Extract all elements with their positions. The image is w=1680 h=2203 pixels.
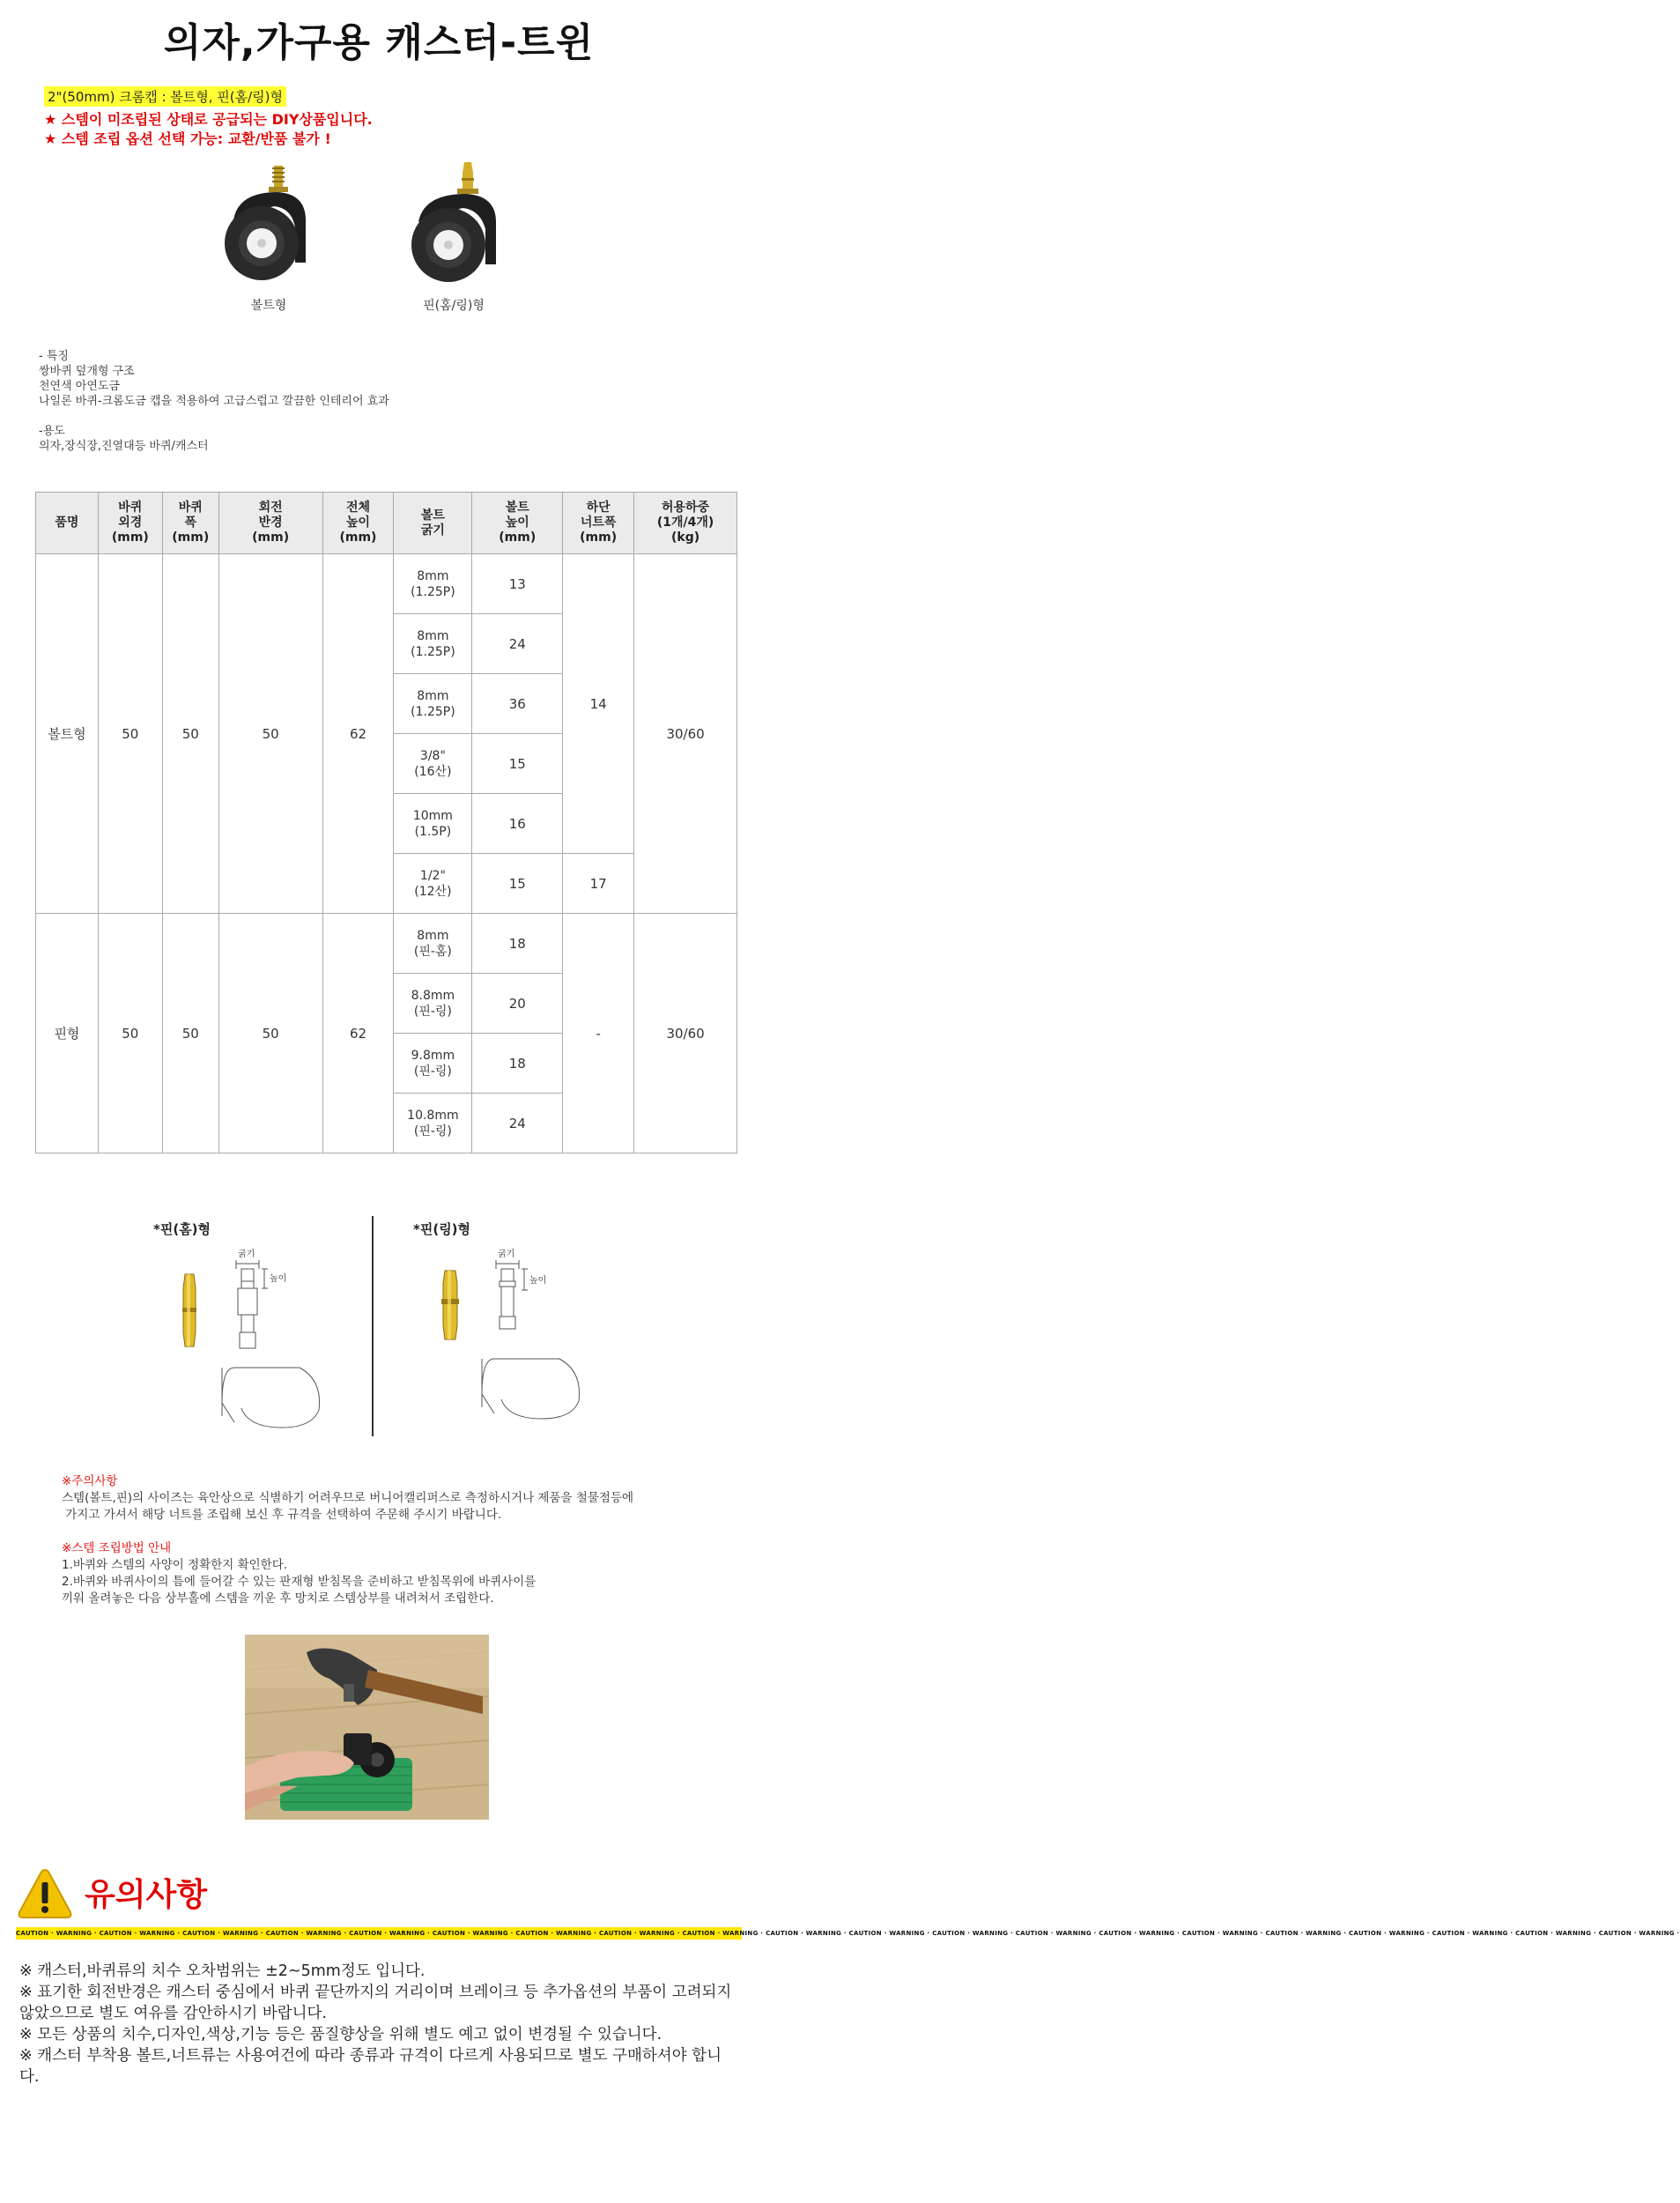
caution-tape: CAUTION · WARNING · CAUTION · WARNING · CAUTION · WARNING · CAUTION · WARNING · CAUTION · WARNING · CAUTION · WARNING · CAUTION · WARNING · CAUTION · WARNING · CAUTION · WARNING · CAUTION · WARNING · CAUTION · WARNING · CAUTION · WARNING · CAUTION · WARNING · CAUTION · WARNING · CAUTION · WARNING · CAUTION · WARNING · CAUTION · WARNING · CAUTION · WARNING · CAUTION · WARNING · CAUTION · WARNING · xyxy=(16,1927,742,1940)
assembly-line: 끼워 올려놓은 다음 상부홀에 스템을 끼운 후 망치로 스템상부를 내려쳐서 조립한다. xyxy=(62,1591,494,1606)
pin-diagrams xyxy=(0,1207,758,1445)
cell-width: 50 xyxy=(162,554,218,914)
notice-spacer xyxy=(62,1524,633,1540)
pin-groove-title: *핀(홈)형 xyxy=(153,1221,211,1237)
cell-bolt-height: 36 xyxy=(472,674,563,734)
page-title: 의자,가구용 캐스터-트윈 xyxy=(163,20,595,65)
caution-title: 유의사항 xyxy=(85,1877,208,1913)
cell-load: 30/60 xyxy=(634,914,737,1153)
diy-notice: ★ 스템이 미조립된 상태로 공급되는 DIY상품입니다. xyxy=(44,111,373,128)
notice-line: 스템(볼트,핀)의 사이즈는 육안상으로 식별하기 어려우므로 버니어캘리퍼스로 측정하시거나 제품을 철물점등에 xyxy=(62,1491,634,1505)
cell-bolt-height: 13 xyxy=(472,554,563,614)
cell-bolt-height: 15 xyxy=(472,734,563,794)
caution-item: ※ 표기한 회전반경은 캐스터 중심에서 바퀴 끝단까지의 거리이며 브레이크 등 추가옵션의 부품이 고려되지 않았으므로 별도 여유를 감안하시기 바랍니다. xyxy=(19,1984,732,2022)
caution-list xyxy=(19,1961,737,2088)
cell-outer: 50 xyxy=(98,914,162,1153)
cell-bolt-height: 24 xyxy=(472,1094,563,1153)
cell-bolt-height: 16 xyxy=(472,794,563,854)
bolt-caster-label: 볼트형 xyxy=(250,299,287,313)
assembly-line: 1.바퀴와 스템의 사양이 정확한지 확인한다. xyxy=(62,1558,288,1572)
assembly-title: ※스템 조립방법 안내 xyxy=(62,1541,172,1555)
pin-ring-diagram xyxy=(410,1220,639,1431)
header-name: 품명 xyxy=(36,493,99,554)
caution-item: ※ 모든 상품의 치수,디자인,색상,기능 등은 품질향상을 위해 별도 예고 없이 변경될 수 있습니다. xyxy=(19,2026,662,2044)
caution-item: ※ 캐스터,바퀴류의 치수 오차범위는 ±2~5mm정도 입니다. xyxy=(19,1962,426,1980)
pin-ring-title: *핀(링)형 xyxy=(413,1221,471,1237)
cell-outer: 50 xyxy=(98,554,162,914)
cell-bolt-thick: 9.8mm (핀-링) xyxy=(394,1034,472,1094)
height-label: 높이 xyxy=(270,1274,287,1284)
caution-item: ※ 캐스터 부착용 볼트,너트류는 사용여건에 따라 종류과 규격이 다르게 사용되므로 별도 구매하셔야 합니다. xyxy=(19,2047,722,2086)
spec-highlight: 2"(50mm) 크롬캡 : 볼트형, 핀(홈/링)형 xyxy=(44,86,286,107)
cell-width: 50 xyxy=(162,914,218,1153)
table-row xyxy=(36,554,737,614)
header-bolt-height: 볼트 높이 (mm) xyxy=(472,493,563,554)
feature-spacer xyxy=(39,409,389,424)
cell-bolt-thick: 8mm (1.25P) xyxy=(394,614,472,674)
pin-groove-diagram xyxy=(150,1220,379,1431)
assembly-option-notice: ★ 스템 조립 옵션 선택 가능: 교환/반품 불가 ! xyxy=(44,130,331,147)
cell-bolt-thick: 8mm (핀-홈) xyxy=(394,914,472,974)
cell-nut: - xyxy=(563,914,634,1153)
cell-name: 볼트형 xyxy=(36,554,99,914)
pin-ring-icon xyxy=(410,1235,612,1429)
cell-bolt-thick: 10mm (1.5P) xyxy=(394,794,472,854)
thick-label: 굵기 xyxy=(238,1250,255,1259)
cell-bolt-thick: 8.8mm (핀-링) xyxy=(394,974,472,1034)
spec-table xyxy=(35,492,737,1153)
cell-bolt-thick: 8mm (1.25P) xyxy=(394,554,472,614)
table-header-row xyxy=(36,493,737,554)
cell-bolt-height: 15 xyxy=(472,854,563,914)
header-bolt-thick: 볼트 굵기 xyxy=(394,493,472,554)
header-load: 허용하중 (1개/4개) (kg) xyxy=(634,493,737,554)
cell-bolt-height: 20 xyxy=(472,974,563,1034)
pin-caster-icon xyxy=(392,159,515,291)
cell-nut: 14 xyxy=(563,554,634,854)
intro-section xyxy=(44,86,373,149)
hammer-assembly-icon xyxy=(245,1635,489,1820)
tape-text: CAUTION · WARNING · xyxy=(16,1930,100,1937)
pin-groove-icon xyxy=(150,1235,352,1429)
bolt-caster-icon xyxy=(207,159,330,291)
assembly-photo xyxy=(245,1635,489,1820)
header-radius: 회전 반경 (mm) xyxy=(218,493,322,554)
features-heading: - 특징 xyxy=(39,350,69,363)
cell-bolt-thick: 8mm (1.25P) xyxy=(394,674,472,734)
cell-bolt-height: 18 xyxy=(472,914,563,974)
cell-nut: 17 xyxy=(563,854,634,914)
cell-height: 62 xyxy=(322,554,394,914)
table-row xyxy=(36,914,737,974)
thick-label: 굵기 xyxy=(498,1250,515,1259)
height-label: 높이 xyxy=(529,1276,547,1286)
cell-radius: 50 xyxy=(218,914,322,1153)
cell-height: 62 xyxy=(322,914,394,1153)
cell-name: 핀형 xyxy=(36,914,99,1153)
product-images xyxy=(203,159,537,326)
header-outer: 바퀴 외경 (mm) xyxy=(98,493,162,554)
usage-heading: -용도 xyxy=(39,425,65,438)
feature-item: 나일론 바퀴-크롬도금 캡을 적용하여 고급스럽고 깔끔한 인테리어 효과 xyxy=(39,395,389,408)
header-nut: 하단 너트폭 (mm) xyxy=(563,493,634,554)
notice-line: 가지고 가셔서 해당 너트를 조립해 보신 후 규격을 선택하여 주문해 주시기 바랍니다. xyxy=(62,1508,502,1522)
cell-bolt-thick: 1/2" (12산) xyxy=(394,854,472,914)
pin-caster-figure xyxy=(388,159,520,326)
warning-triangle-icon xyxy=(16,1866,74,1921)
pin-caster-label: 핀(홈/링)형 xyxy=(423,299,485,313)
bolt-caster-figure xyxy=(203,159,335,326)
feature-item: 천연색 아연도금 xyxy=(39,380,121,393)
header-height: 전체 높이 (mm) xyxy=(322,493,394,554)
feature-item: 쌍바퀴 덮개형 구조 xyxy=(39,365,135,378)
assembly-line: 2.바퀴와 바퀴사이의 틈에 들어갈 수 있는 판재형 받침목을 준비하고 받침목위에 바퀴사이를 xyxy=(62,1575,537,1589)
cell-bolt-thick: 3/8" (16산) xyxy=(394,734,472,794)
cell-bolt-height: 18 xyxy=(472,1034,563,1094)
notice-title: ※주의사항 xyxy=(62,1474,118,1488)
cell-bolt-height: 24 xyxy=(472,614,563,674)
usage-item: 의자,장식장,진열대등 바퀴/캐스터 xyxy=(39,440,209,453)
cell-load: 30/60 xyxy=(634,554,737,914)
header-width: 바퀴 폭 (mm) xyxy=(162,493,218,554)
cell-radius: 50 xyxy=(218,554,322,914)
notice-section xyxy=(62,1473,633,1607)
cell-bolt-thick: 10.8mm (핀-링) xyxy=(394,1094,472,1153)
features-section xyxy=(39,349,389,454)
